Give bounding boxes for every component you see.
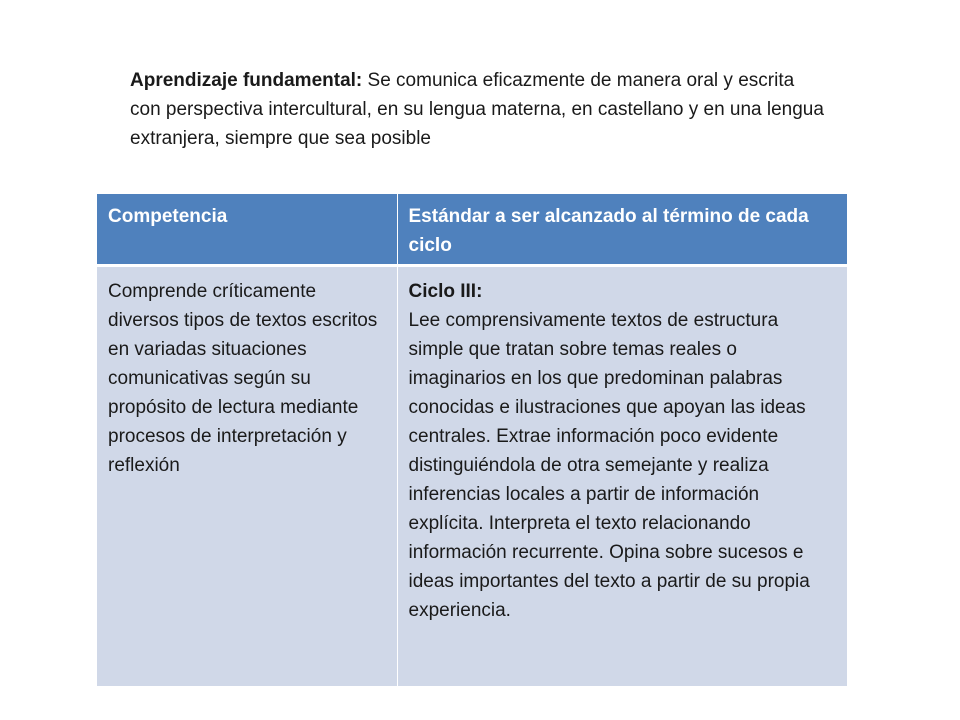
header-competencia: Competencia: [97, 194, 397, 265]
intro-text: Se comunica eficazmente de manera oral y escrita con perspectiva intercultural, en su lengua materna, en castellano y en una lengua extranjera, siempre que sea posible: [130, 70, 824, 149]
header-estandar: Estándar a ser alcanzado al término de cada ciclo: [397, 194, 847, 265]
cycle-description: Lee comprensivamente textos de estructura simple que tratan sobre temas reales o imaginarios en los que predominan palabras conocidas e ilustraciones que apoyan las ideas centrales. Extrae información poco evidente distinguiéndola de otra semejante y realiza inferencias locales a partir de información explícita. Interpreta el texto relacionando información recurrente. Opina sobre sucesos e ideas importantes del texto a partir de su propia experiencia.: [408, 309, 810, 621]
cell-competencia: Comprende críticamente diversos tipos de textos escritos en variadas situaciones comunicativas según su propósito de lectura mediante procesos de interpretación y reflexión: [97, 265, 397, 686]
cycle-title: Ciclo III:: [408, 280, 483, 302]
table-row: [97, 265, 847, 686]
intro-paragraph: [130, 66, 830, 153]
table-header-row: [97, 194, 847, 265]
standards-table: [97, 194, 847, 686]
intro-lead: Aprendizaje fundamental:: [130, 70, 363, 91]
cell-estandar: [397, 265, 847, 686]
